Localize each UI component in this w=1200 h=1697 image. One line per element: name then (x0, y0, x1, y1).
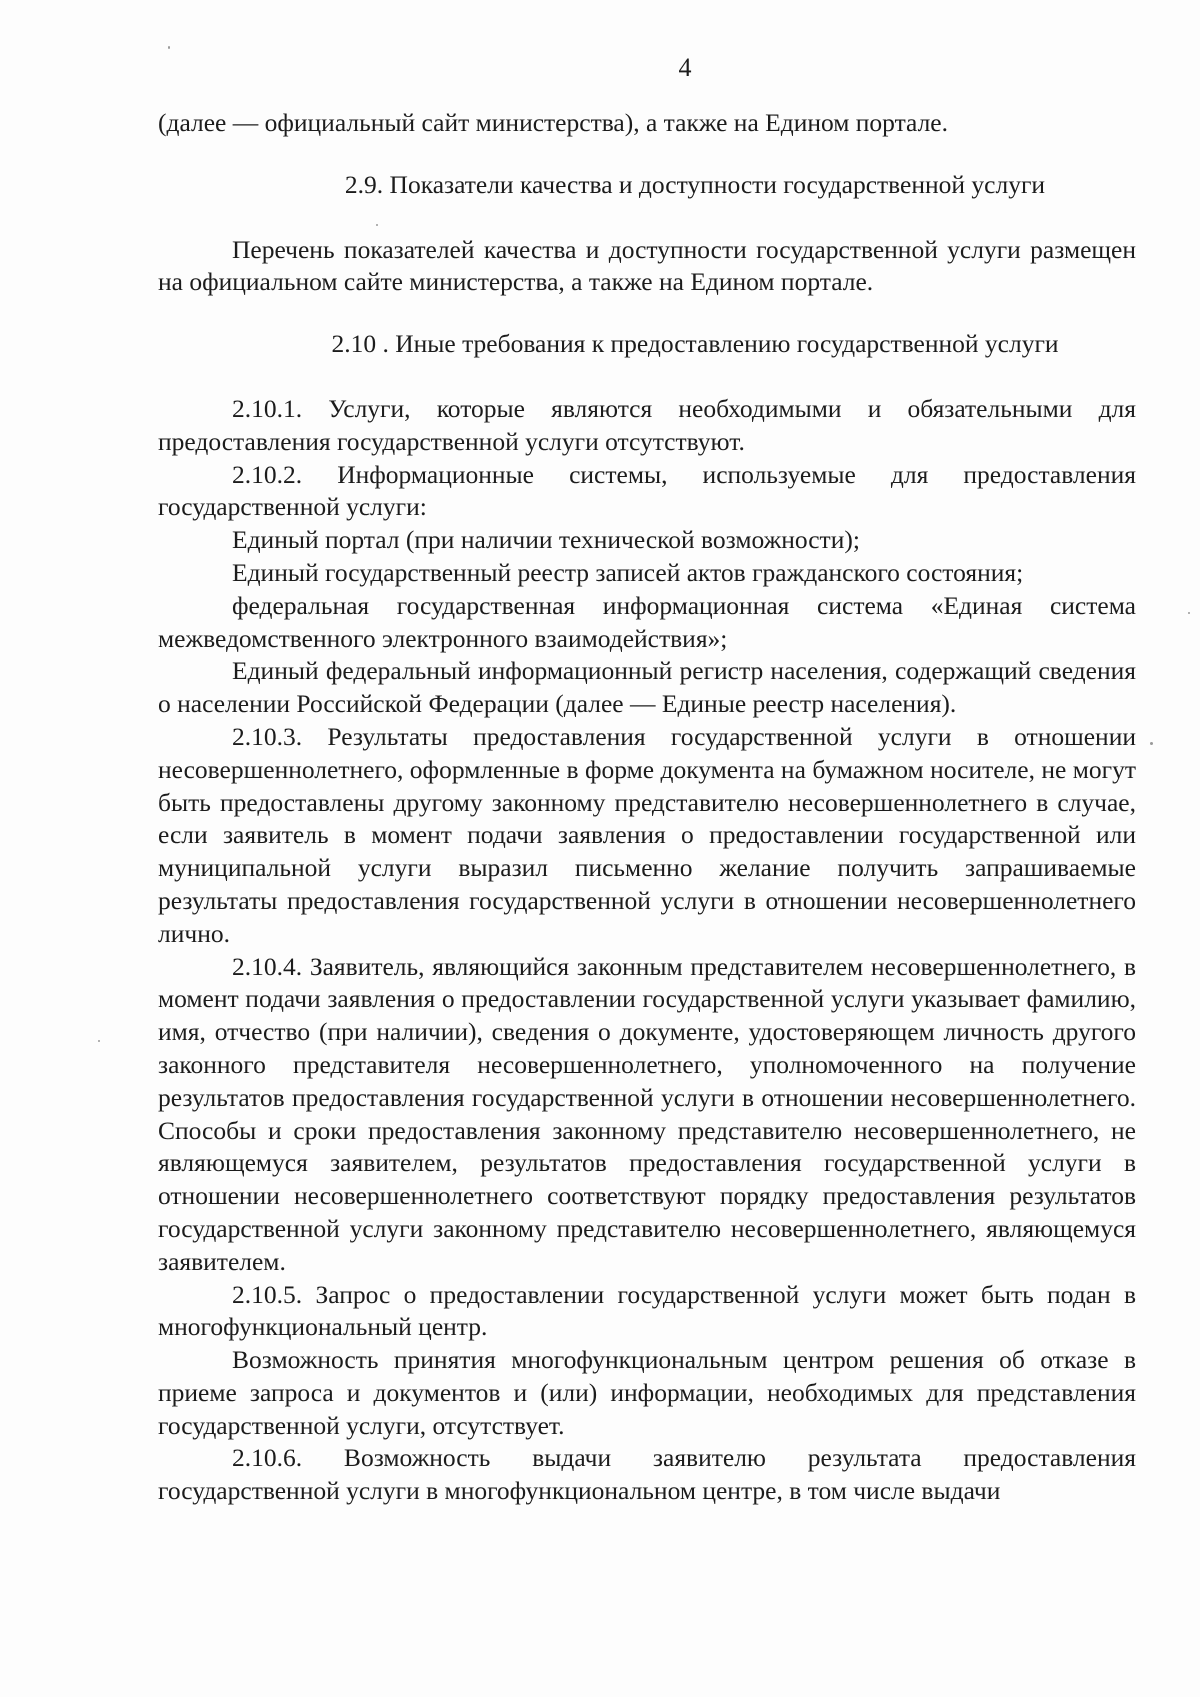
page-number: 4 (678, 53, 692, 82)
section-heading-2-10: 2.10 . Иные требования к предоставлению государственной услуги (331, 329, 1059, 359)
paragraph-2-9-text: Перечень показателей качества и доступности государственной услуги размещен на официальном сайте министерства, а также на Едином портале. (158, 234, 1136, 297)
paragraph-2-10-6: 2.10.6. Возможность выдачи заявителю результата предоставления государственной услуги в многофункциональном центре, в том числе выдачи (158, 1443, 1136, 1506)
scan-speck (1188, 612, 1190, 614)
paragraph-2-10-5: 2.10.5. Запрос о предоставлении государственной услуги может быть подан в многофункциональный центр. (158, 1279, 1136, 1342)
paragraph-continuation: (далее — официальный сайт министерства), а также на Едином портале. (158, 108, 948, 137)
scan-speck (1150, 742, 1153, 745)
paragraph-2-10-2: 2.10.2. Информационные системы, используемые для предоставления государственной услуги: (158, 459, 1136, 522)
list-item-population-register: Единый федеральный информационный регистр населения, содержащий сведения о населении Российской Федерации (далее — Единые реестр населения). (158, 656, 1136, 719)
section-heading-2-9: 2.9. Показатели качества и доступности государственной услуги (344, 169, 1046, 199)
list-item-single-portal: Единый портал (при наличии технической возможности); (232, 525, 860, 555)
scan-speck (376, 224, 378, 226)
paragraph-2-10-3: 2.10.3. Результаты предоставления государственной услуги в отношении несовершеннолетнего, оформленные в форме документа на бумажном носителе, не могут быть предоставлены другому законному представителю несовершеннолетнего в случае, если заявитель в момент подачи заявления о предоставлении государственной или муниципальной услуги выразил письменно желание получить запрашиваемые результаты предоставления государственной услуги в отношении несовершеннолетнего лично. (158, 721, 1136, 948)
document-body (158, 107, 1136, 1508)
list-item-interagency-system: федеральная государственная информационная система «Единая система межведомственного электронного взаимодействия»; (158, 590, 1136, 653)
paragraph-2-10-4: 2.10.4. Заявитель, являющийся законным представителем несовершеннолетнего, в момент подачи заявления о предоставлении государственной услуги указывает фамилию, имя, отчество (при наличии), сведения о документе, удостоверяющем личность другого законного представителя несовершеннолетнего, уполномоченного на получение результатов предоставления государственной услуги в отношении несовершеннолетнего. Способы и сроки предоставления законному представителю несовершеннолетнего, не являющемуся заявителем, результатов предоставления государственной услуги в отношении несовершеннолетнего соответствуют порядку предоставления результатов государственной услуги законному представителю несовершеннолетнего, являющемуся заявителем. (158, 951, 1136, 1276)
paragraph-mfc-refusal: Возможность принятия многофункциональным центром решения об отказе в приеме запроса и документов и (или) информации, необходимых для представления государственной услуги, отсутствует. (158, 1345, 1136, 1440)
paragraph-2-10-1: 2.10.1. Услуги, которые являются необходимыми и обязательными для предоставления государственной услуги отсутствуют. (158, 393, 1136, 456)
scan-speck (98, 1040, 100, 1042)
scan-speck (168, 46, 170, 49)
list-item-civil-registry: Единый государственный реестр записей актов гражданского состояния; (232, 557, 1024, 587)
